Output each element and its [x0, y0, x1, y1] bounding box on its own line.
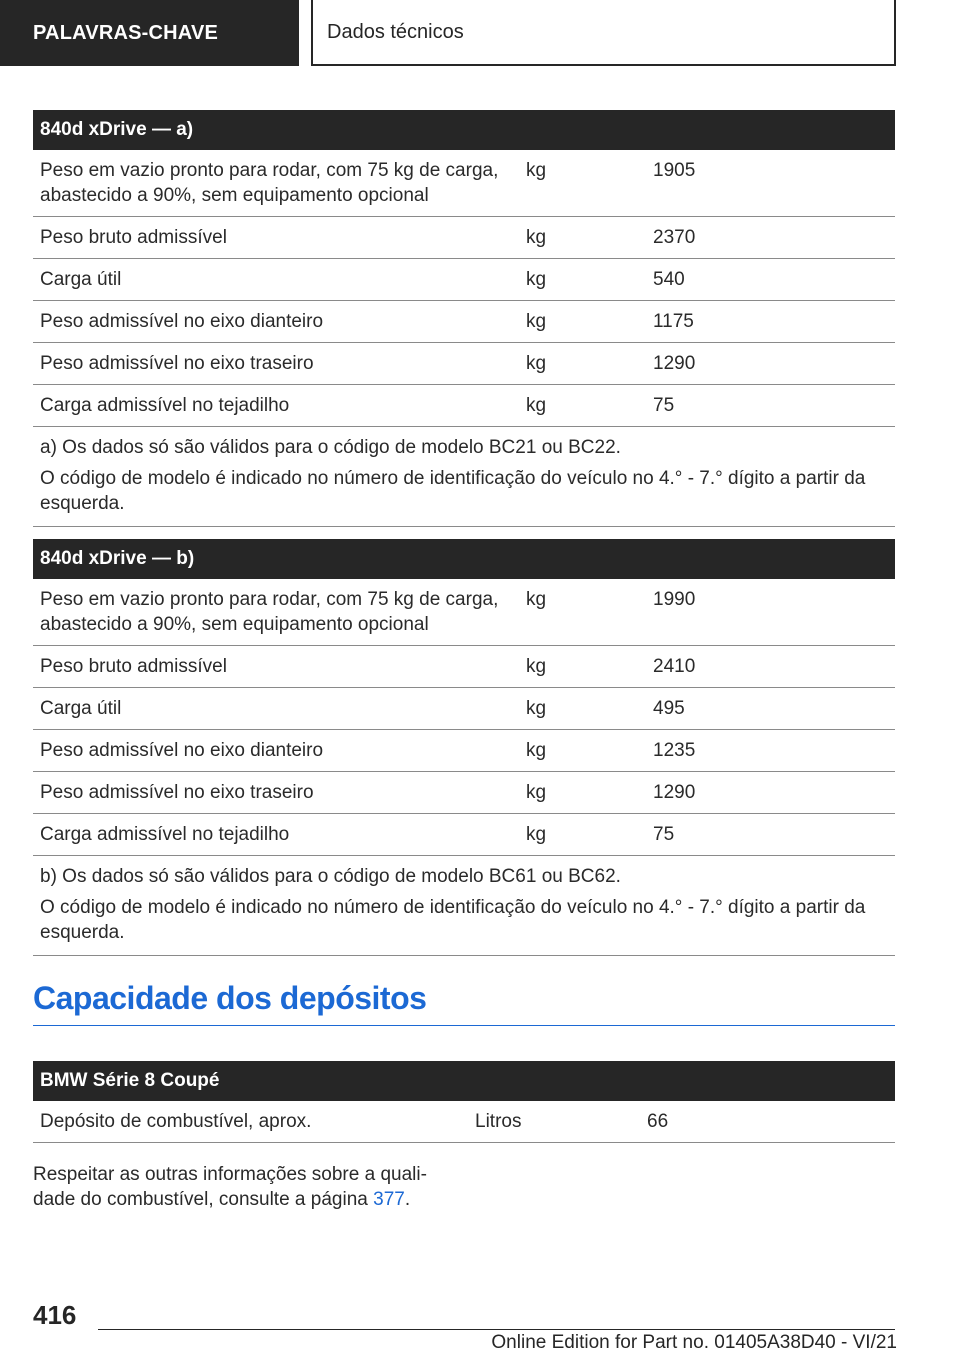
row-unit: kg — [519, 217, 646, 259]
row-unit: kg — [519, 772, 646, 814]
table-row — [33, 730, 895, 772]
row-value: 2370 — [646, 217, 895, 259]
row-label: Peso em vazio pronto para rodar, com 75 kg de carga, abastecido a 90%, sem equipamento opcional — [33, 579, 519, 646]
note-line: O código de modelo é indicado no número de identificação do veículo no 4.° - 7.° dígito a partir da esquerda. — [40, 897, 866, 943]
row-unit: Litros — [468, 1101, 640, 1143]
row-label: Peso admissível no eixo dianteiro — [33, 730, 519, 772]
row-value: 1175 — [646, 301, 895, 343]
table-row — [33, 579, 895, 646]
table-note — [33, 856, 895, 956]
table-row — [33, 772, 895, 814]
row-unit: kg — [519, 150, 646, 217]
row-unit: kg — [519, 385, 646, 427]
table-title: 840d xDrive — b) — [33, 539, 895, 579]
row-value: 1290 — [646, 343, 895, 385]
row-label: Peso admissível no eixo traseiro — [33, 343, 519, 385]
table-title: 840d xDrive — a) — [33, 110, 895, 150]
row-value: 2410 — [646, 646, 895, 688]
row-value: 1235 — [646, 730, 895, 772]
row-label: Carga admissível no tejadilho — [33, 385, 519, 427]
table-row — [33, 646, 895, 688]
table-row — [33, 343, 895, 385]
table-note — [33, 427, 895, 527]
table-title: BMW Série 8 Coupé — [33, 1061, 895, 1101]
row-unit: kg — [519, 688, 646, 730]
row-label: Carga útil — [33, 259, 519, 301]
section-tab[interactable]: Dados técnicos — [311, 0, 896, 66]
fuel-info-paragraph — [33, 1162, 473, 1212]
page-number: 416 — [33, 1300, 77, 1330]
table-row — [33, 1101, 895, 1143]
spec-table-840d-b — [33, 539, 895, 956]
row-unit: kg — [519, 730, 646, 772]
row-label: Peso bruto admissível — [33, 217, 519, 259]
table-row — [33, 301, 895, 343]
row-label: Peso admissível no eixo traseiro — [33, 772, 519, 814]
row-label: Peso em vazio pronto para rodar, com 75 kg de carga, abastecido a 90%, sem equipamento opcional — [33, 150, 519, 217]
note-line: O código de modelo é indicado no número de identificação do veículo no 4.° - 7.° dígito a partir da esquerda. — [40, 468, 866, 514]
row-label: Carga admissível no tejadilho — [33, 814, 519, 856]
row-unit: kg — [519, 259, 646, 301]
row-unit: kg — [519, 579, 646, 646]
table-row — [33, 385, 895, 427]
page-reference-link[interactable]: 377 — [373, 1189, 405, 1210]
row-label: Depósito de combustível, aprox. — [33, 1101, 468, 1143]
top-bar — [0, 0, 960, 66]
table-row — [33, 259, 895, 301]
section-heading: Capacidade dos depósitos — [33, 980, 895, 1026]
table-row — [33, 150, 895, 217]
row-unit: kg — [519, 814, 646, 856]
row-value: 1290 — [646, 772, 895, 814]
info-text: Respeitar as outras informações sobre a quali- — [33, 1164, 427, 1185]
row-unit: kg — [519, 646, 646, 688]
table-note-row — [33, 856, 895, 956]
table-row — [33, 814, 895, 856]
keyword-tab[interactable]: PALAVRAS-CHAVE — [0, 0, 299, 66]
row-label: Carga útil — [33, 688, 519, 730]
row-value: 540 — [646, 259, 895, 301]
row-value: 1990 — [646, 579, 895, 646]
row-value: 75 — [646, 814, 895, 856]
note-line: a) Os dados só são válidos para o código de modelo BC21 ou BC22. — [40, 437, 621, 458]
info-text: . — [404, 1189, 411, 1210]
spec-table-tank-capacity — [33, 1061, 895, 1143]
edition-text: Online Edition for Part no. 01405A38D40 - VI/21 — [491, 1332, 897, 1353]
footer-divider — [98, 1329, 895, 1330]
row-unit: kg — [519, 343, 646, 385]
row-unit: kg — [519, 301, 646, 343]
row-value: 495 — [646, 688, 895, 730]
row-value: 1905 — [646, 150, 895, 217]
table-note-row — [33, 427, 895, 527]
spec-table-840d-a — [33, 110, 895, 527]
info-text: dade do combustível, consulte a página — [33, 1189, 374, 1210]
table-row — [33, 217, 895, 259]
note-line: b) Os dados só são válidos para o código de modelo BC61 ou BC62. — [40, 866, 621, 887]
row-value: 66 — [640, 1101, 895, 1143]
row-label: Peso bruto admissível — [33, 646, 519, 688]
table-row — [33, 688, 895, 730]
row-label: Peso admissível no eixo dianteiro — [33, 301, 519, 343]
row-value: 75 — [646, 385, 895, 427]
